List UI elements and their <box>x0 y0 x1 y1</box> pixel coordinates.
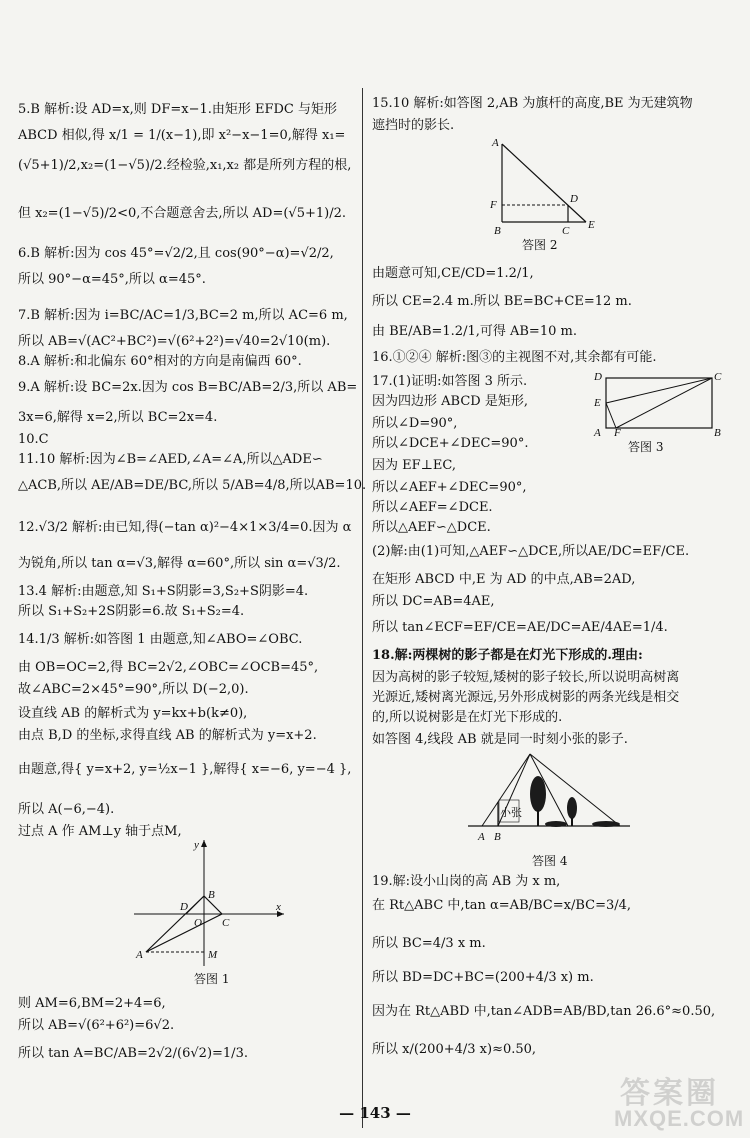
fig3-label: B <box>714 427 721 438</box>
answer-line: 所以 90°−α=45°,所以 α=45°. <box>18 272 206 287</box>
answer-line: 为锐角,所以 tan α=√3,解得 α=60°,所以 sin α=√3/2. <box>18 556 341 571</box>
fig2-label: C <box>562 225 570 237</box>
fig1-label: y <box>194 839 199 851</box>
fig4-person-label: 小张 <box>500 807 522 819</box>
answer-line: 遮挡时的影长. <box>372 118 455 133</box>
answer-line: 由题意可知,CE/CD=1.2/1, <box>372 266 534 281</box>
figure-1-caption: 答图 1 <box>194 972 230 986</box>
fig3-label: D <box>594 371 602 383</box>
answer-line: 但 x₂=(1−√5)/2<0,不合题意舍去,所以 AD=(√5+1)/2. <box>18 206 346 221</box>
fig2-label: B <box>494 225 501 237</box>
answer-line: 11.10 解析:因为∠B=∠AED,∠A=∠A,所以△ADE∽ <box>18 452 323 467</box>
fig2-label: F <box>490 199 497 211</box>
answer-line: 6.B 解析:因为 cos 45°=√2/2,且 cos(90°−α)=√2/2, <box>18 246 334 261</box>
answer-line: 所以 AB=√(AC²+BC²)=√(6²+2²)=√40=2√10(m). <box>18 334 331 349</box>
answer-line: 所以 DC=AB=4AE, <box>372 594 495 609</box>
fig1-label: M <box>208 949 218 961</box>
answer-line: 所以 CE=2.4 m.所以 BE=BC+CE=12 m. <box>372 294 632 309</box>
answer-line: (√5+1)/2,x₂=(1−√5)/2.经检验,x₁,x₂ 都是所列方程的根, <box>18 158 352 173</box>
page-number: — 143 — <box>339 1104 411 1122</box>
answer-line: 所以 S₁+S₂+2S阴影=6.故 S₁+S₂=4. <box>18 604 245 619</box>
fig3-label: F <box>614 427 621 438</box>
answer-line: 3x=6,解得 x=2,所以 BC=2x=4. <box>18 410 218 425</box>
answer-line: 所以△AEF∽△DCE. <box>372 520 491 535</box>
figure-2 <box>490 138 610 238</box>
figure-3-caption: 答图 3 <box>628 440 664 454</box>
fig2-label: E <box>588 219 595 231</box>
answer-line: ABCD 相似,得 x/1 = 1/(x−1),即 x²−x−1=0,解得 x₁= <box>18 128 346 143</box>
answer-line: 因为 EF⊥EC, <box>372 458 456 473</box>
answer-line: 在矩形 ABCD 中,E 为 AD 的中点,AB=2AD, <box>372 572 636 587</box>
figure-1 <box>128 838 288 968</box>
fig2-label: A <box>492 138 499 149</box>
fig2-label: D <box>570 193 578 205</box>
answer-line: 所以∠DCE+∠DEC=90°. <box>372 436 529 451</box>
fig1-label: C <box>222 917 230 929</box>
answer-line: 由点 B,D 的坐标,求得直线 AB 的解析式为 y=x+2. <box>18 728 317 743</box>
figure-2-caption: 答图 2 <box>522 238 558 252</box>
answer-line: 所以 AB=√(6²+6²)=6√2. <box>18 1018 175 1033</box>
answer-line: 在 Rt△ABC 中,tan α=AB/BC=x/BC=3/4, <box>372 898 632 913</box>
answer-line: 因为四边形 ABCD 是矩形, <box>372 394 528 409</box>
answer-line: 18.解:两棵树的影子都是在灯光下形成的.理由: <box>372 648 643 663</box>
fig1-label: x <box>276 901 281 913</box>
figure-4 <box>468 750 632 846</box>
answer-line: 设直线 AB 的解析式为 y=kx+b(k≠0), <box>18 706 248 721</box>
watermark-text: 答案圈 <box>620 1076 719 1111</box>
watermark-url: MXQE.COM <box>614 1106 745 1131</box>
answer-line: 10.C <box>18 432 49 447</box>
answer-line: 因为高树的影子较短,矮树的影子较长,所以说明高树离 <box>372 670 680 685</box>
answer-line: 5.B 解析:设 AD=x,则 DF=x−1.由矩形 EFDC 与矩形 <box>18 102 338 117</box>
answer-line: 12.√3/2 解析:由已知,得(−tan α)²−4×1×3/4=0.因为 α <box>18 520 352 535</box>
answer-line: 由题意,得{ y=x+2, y=½x−1 },解得{ x=−6, y=−4 }, <box>18 762 352 777</box>
answer-line: 7.B 解析:因为 i=BC/AC=1/3,BC=2 m,所以 AC=6 m, <box>18 308 348 323</box>
answer-line: 因为在 Rt△ABD 中,tan∠ADB=AB/BD,tan 26.6°≈0.50, <box>372 1004 716 1019</box>
answer-line: 所以∠AEF=∠DCE. <box>372 500 493 515</box>
answer-line: (2)解:由(1)可知,△AEF∽△DCE,所以AE/DC=EF/CE. <box>372 544 690 559</box>
fig3-label: E <box>594 397 601 409</box>
answer-line: 所以 BC=4/3 x m. <box>372 936 486 951</box>
answer-line: 由 BE/AB=1.2/1,可得 AB=10 m. <box>372 324 577 339</box>
answer-line: 19.解:设小山岗的高 AB 为 x m, <box>372 874 561 889</box>
fig1-label: A <box>136 949 143 961</box>
fig1-label: O <box>194 917 202 929</box>
fig4-label: B <box>494 831 501 843</box>
answer-line: 14.1/3 解析:如答图 1 由题意,知∠ABO=∠OBC. <box>18 632 303 647</box>
fig1-label: B <box>208 889 215 901</box>
watermark-logo <box>606 1068 744 1134</box>
fig1-label: D <box>180 901 188 913</box>
answer-line: 所以 BD=DC+BC=(200+4/3 x) m. <box>372 970 594 985</box>
column-divider <box>362 88 363 1128</box>
answer-line: 8.A 解析:和北偏东 60°相对的方向是南偏西 60°. <box>18 354 302 369</box>
answer-line: 13.4 解析:由题意,知 S₁+S阴影=3,S₂+S阴影=4. <box>18 584 309 599</box>
answer-line: 所以∠D=90°, <box>372 416 458 431</box>
answer-line: 光源近,矮树离光源远,另外形成树影的两条光线是相交 <box>372 690 680 705</box>
fig3-label: A <box>594 427 601 438</box>
figure-3 <box>592 370 722 438</box>
figure-4-caption: 答图 4 <box>532 854 568 868</box>
answer-line: 所以∠AEF+∠DEC=90°, <box>372 480 527 495</box>
answer-line: 所以 tan A=BC/AB=2√2/(6√2)=1/3. <box>18 1046 248 1061</box>
answer-line: 所以 x/(200+4/3 x)≈0.50, <box>372 1042 537 1057</box>
answer-line: △ACB,所以 AE/AB=DE/BC,所以 5/AB=4/8,所以AB=10. <box>18 478 367 493</box>
fig4-label: A <box>478 831 485 843</box>
fig3-label: C <box>714 371 722 383</box>
answer-line: 则 AM=6,BM=2+4=6, <box>18 996 166 1011</box>
answer-line: 故∠ABC=2×45°=90°,所以 D(−2,0). <box>18 682 249 697</box>
answer-line: 17.(1)证明:如答图 3 所示. <box>372 374 528 389</box>
answer-line: 所以 tan∠ECF=EF/CE=AE/DC=AE/4AE=1/4. <box>372 620 668 635</box>
answer-line: 所以 A(−6,−4). <box>18 802 115 817</box>
answer-line: 过点 A 作 AM⊥y 轴于点M, <box>18 824 182 839</box>
answer-line: 由 OB=OC=2,得 BC=2√2,∠OBC=∠OCB=45°, <box>18 660 319 675</box>
answer-line: 如答图 4,线段 AB 就是同一时刻小张的影子. <box>372 732 628 747</box>
answer-line: 16.①②④ 解析:图③的主视图不对,其余都有可能. <box>372 350 657 365</box>
answer-line: 的,所以说树影是在灯光下形成的. <box>372 710 563 725</box>
answer-line: 15.10 解析:如答图 2,AB 为旗杆的高度,BE 为无建筑物 <box>372 96 693 111</box>
answer-line: 9.A 解析:设 BC=2x.因为 cos B=BC/AB=2/3,所以 AB= <box>18 380 358 395</box>
